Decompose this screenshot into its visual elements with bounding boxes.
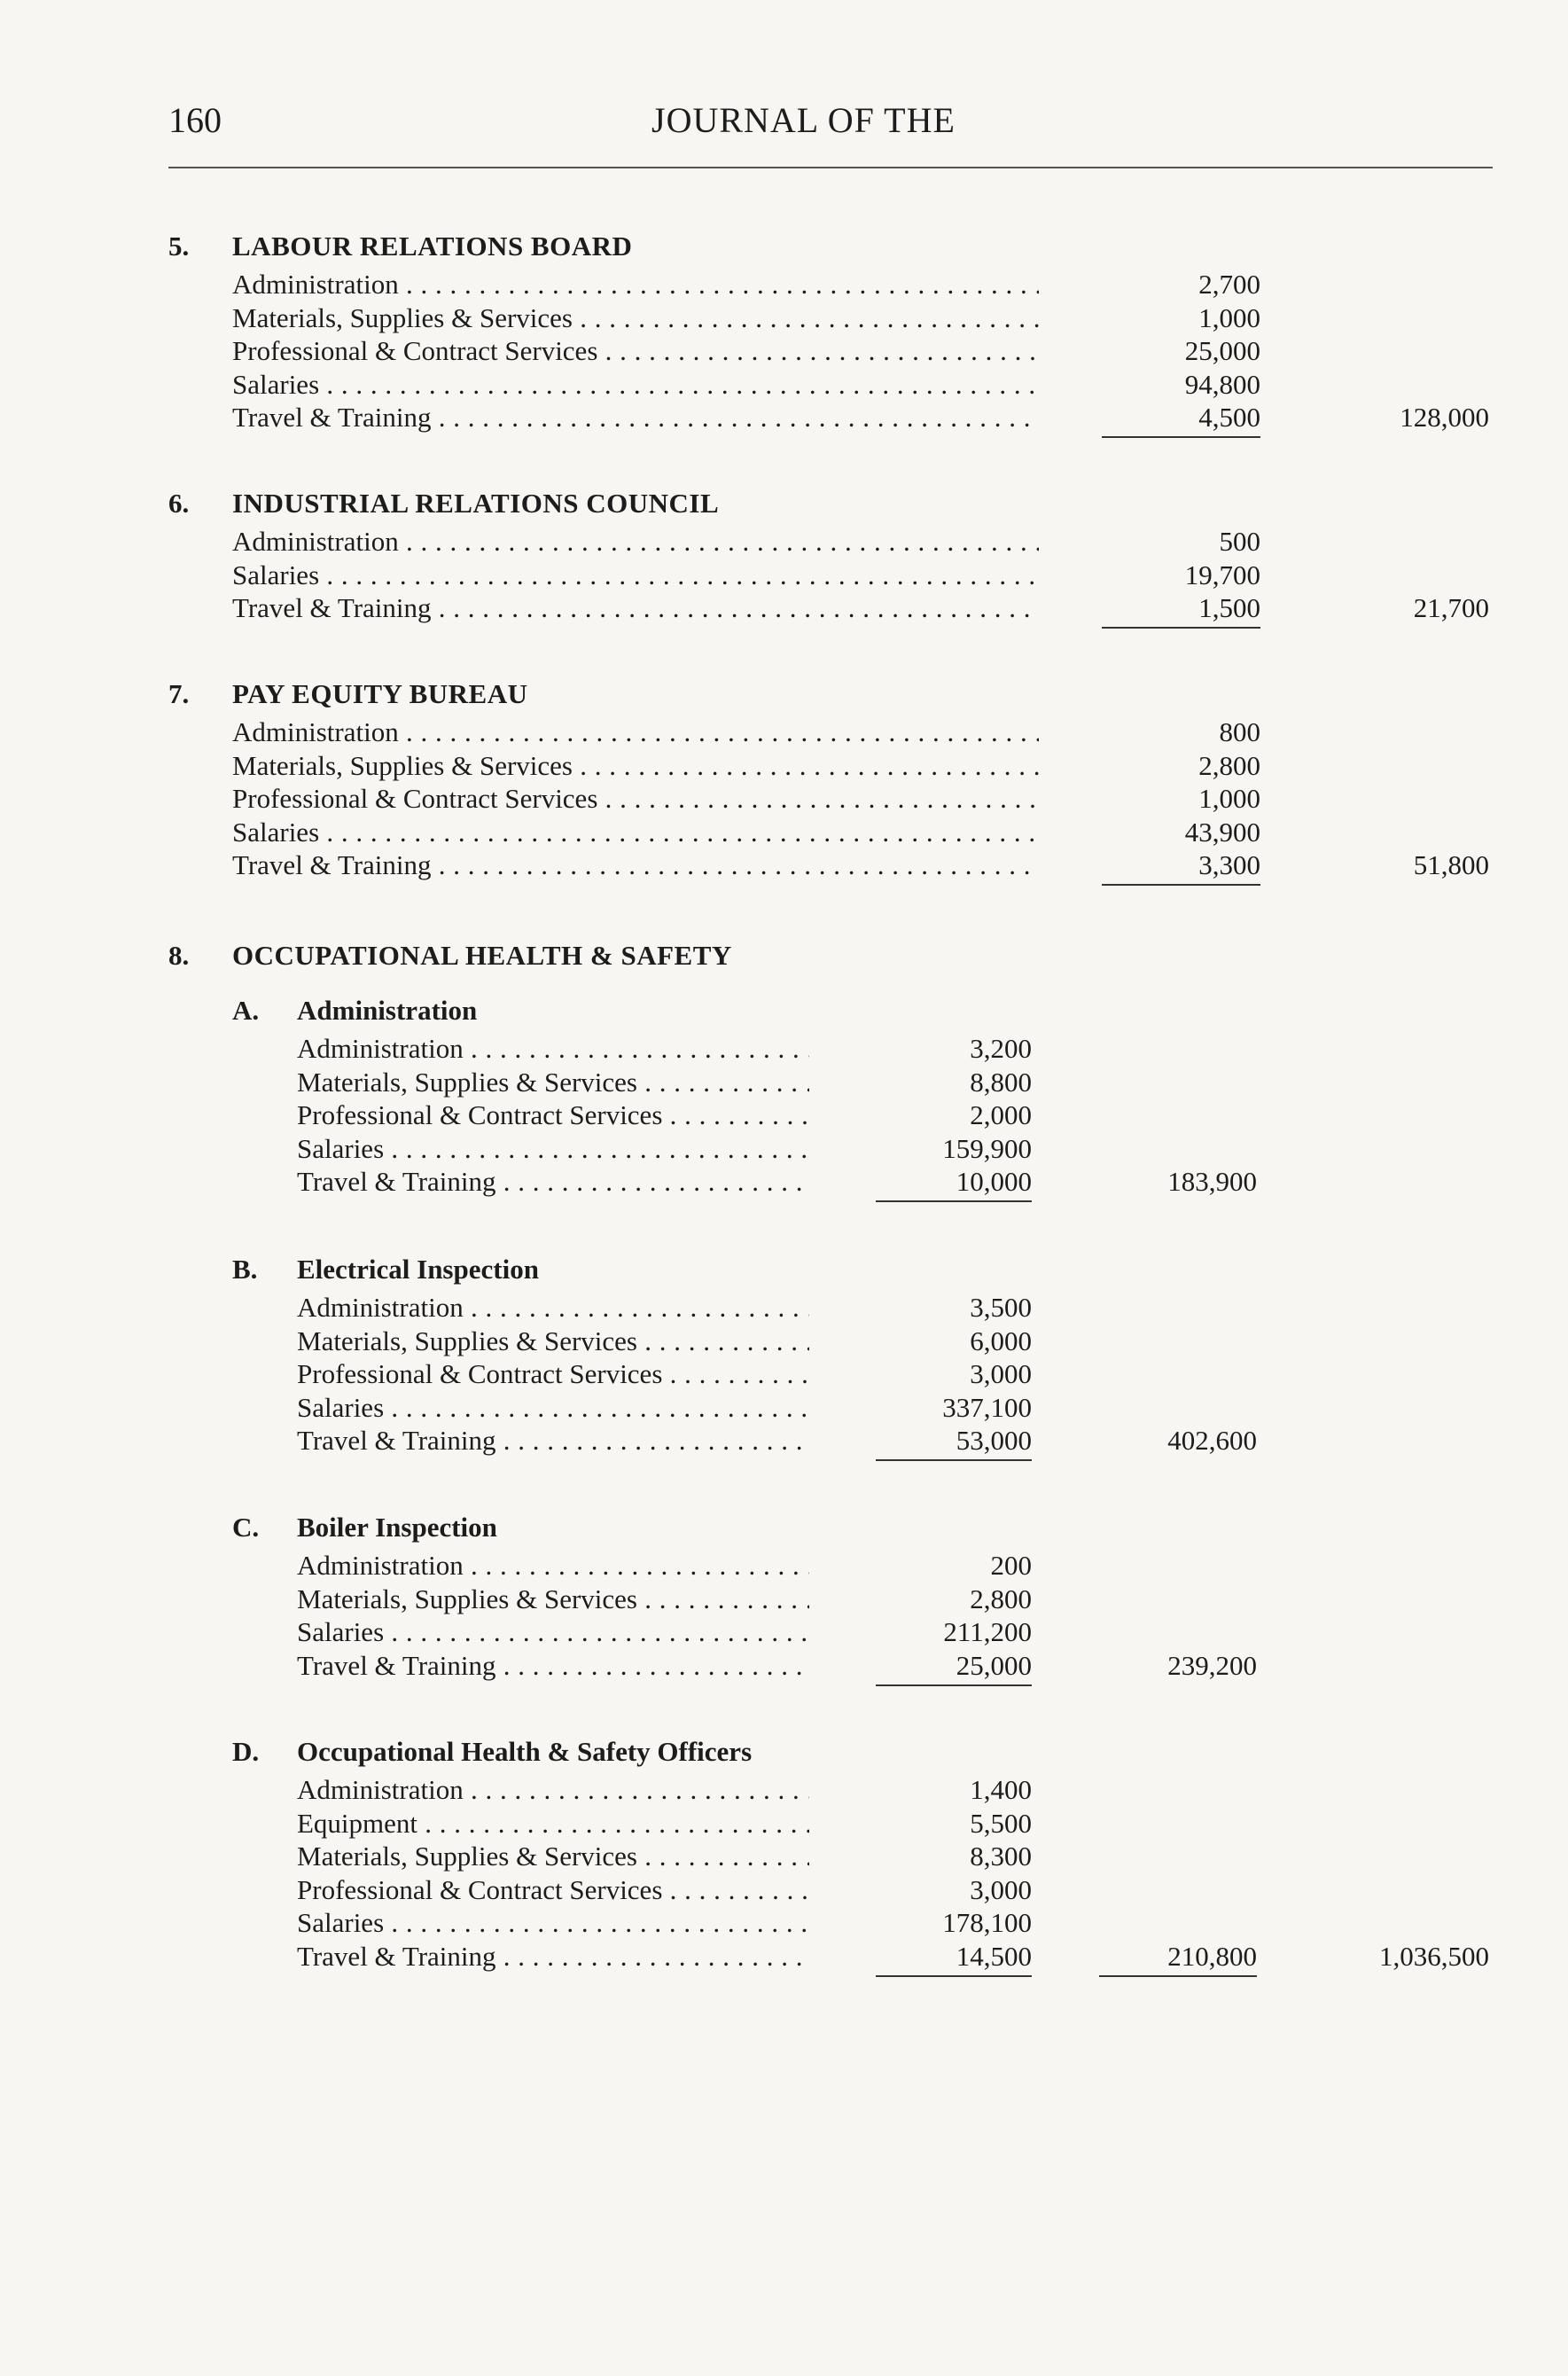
line-item-amount: 8,800 <box>970 1066 1032 1098</box>
subtotal-underline <box>1102 884 1260 886</box>
section-total: 51,800 <box>1413 849 1489 881</box>
line-item-amount: 211,200 <box>943 1616 1032 1648</box>
line-item-row <box>232 268 1260 301</box>
line-item-label: Administration . . . <box>232 525 1039 559</box>
line-item-label: Travel & Training . . . <box>232 401 1039 434</box>
line-item-amount: 8,300 <box>970 1841 1032 1872</box>
line-item-label: Travel & Training . . . <box>232 848 1039 882</box>
line-item-amount: 3,500 <box>970 1292 1032 1323</box>
line-item-label: Salaries . . . <box>297 1615 809 1649</box>
line-item-label: Professional & Contract Services . . . <box>232 782 1039 816</box>
line-item-amount: 1,000 <box>1198 783 1260 815</box>
line-item-label: Professional & Contract Services . . . <box>297 1357 809 1391</box>
line-item-row <box>232 848 1260 882</box>
line-item-row <box>297 1424 1032 1458</box>
subsection-total-underline <box>1099 1975 1257 1977</box>
subsection-total: 210,800 <box>1167 1941 1257 1972</box>
line-item-row <box>232 749 1260 783</box>
line-item-amount: 5,500 <box>970 1807 1032 1839</box>
section-number: 6. <box>168 488 190 519</box>
line-item-amount: 6,000 <box>970 1325 1032 1356</box>
line-item-amount: 14,500 <box>956 1941 1032 1972</box>
line-item-label: Materials, Supplies & Services . . . <box>297 1325 809 1358</box>
subsection-letter: A. <box>232 995 260 1026</box>
line-item-label: Materials, Supplies & Services . . . <box>297 1840 809 1873</box>
line-item-amount: 800 <box>1219 716 1260 747</box>
line-item-row <box>297 1940 1032 1973</box>
subsection-title: Occupational Health & Safety Officers <box>297 1736 753 1767</box>
line-item-amount: 3,300 <box>1198 849 1260 881</box>
subsection-letter: D. <box>232 1736 260 1767</box>
line-item-row <box>297 1583 1032 1616</box>
line-item-row <box>232 334 1260 368</box>
subsection-total: 402,600 <box>1167 1425 1257 1457</box>
line-item-row <box>232 591 1260 625</box>
subtotal-underline <box>876 1975 1032 1977</box>
line-item-label: Materials, Supplies & Services . . . <box>297 1583 809 1616</box>
line-item-label: Professional & Contract Services . . . <box>297 1873 809 1907</box>
line-item-amount: 53,000 <box>956 1425 1032 1457</box>
line-item-amount: 2,700 <box>1198 269 1260 300</box>
subtotal-underline <box>876 1459 1032 1461</box>
section-title: LABOUR RELATIONS BOARD <box>232 231 633 262</box>
line-item-amount: 43,900 <box>1184 816 1260 848</box>
line-item-label: Equipment . . . <box>297 1807 809 1841</box>
line-item-row <box>232 782 1260 816</box>
running-header: JOURNAL OF THE <box>651 100 956 140</box>
line-item-amount: 3,200 <box>970 1033 1032 1064</box>
line-item-label: Salaries . . . <box>297 1391 809 1425</box>
subtotal-underline <box>1102 627 1260 629</box>
subsection-letter: B. <box>232 1254 258 1285</box>
line-item-label: Materials, Supplies & Services . . . <box>297 1066 809 1099</box>
section-total: 1,036,500 <box>1379 1941 1489 1972</box>
line-item-amount: 2,000 <box>970 1099 1032 1131</box>
line-item-amount: 337,100 <box>942 1391 1032 1423</box>
subsection-title: Administration <box>297 995 478 1026</box>
line-item-label: Salaries . . . <box>232 816 1039 849</box>
line-item-row <box>297 1615 1032 1649</box>
line-item-row <box>297 1807 1032 1841</box>
line-item-row <box>232 715 1260 749</box>
line-item-amount: 1,500 <box>1198 592 1260 624</box>
section-title: PAY EQUITY BUREAU <box>232 678 528 709</box>
subtotal-underline <box>876 1684 1032 1686</box>
line-item-label: Travel & Training . . . <box>297 1165 809 1199</box>
line-item-amount: 178,100 <box>942 1907 1032 1939</box>
line-item-row <box>297 1840 1032 1873</box>
line-item-row <box>232 816 1260 849</box>
line-item-row <box>297 1066 1032 1099</box>
line-item-amount: 3,000 <box>970 1873 1032 1905</box>
line-item-row <box>232 525 1260 559</box>
line-item-row <box>297 1649 1032 1683</box>
line-item-label: Materials, Supplies & Services . . . <box>232 301 1039 335</box>
section-title: INDUSTRIAL RELATIONS COUNCIL <box>232 488 720 519</box>
line-item-row <box>297 1098 1032 1132</box>
line-item-row <box>297 1325 1032 1358</box>
line-item-row <box>297 1391 1032 1425</box>
line-item-amount: 200 <box>990 1550 1032 1581</box>
subtotal-underline <box>876 1200 1032 1202</box>
line-item-label: Administration . . . <box>232 268 1039 301</box>
line-item-label: Professional & Contract Services . . . <box>297 1098 809 1132</box>
line-item-row <box>297 1032 1032 1066</box>
line-item-label: Salaries . . . <box>232 559 1039 592</box>
line-item-row <box>232 368 1260 402</box>
line-item-amount: 19,700 <box>1184 559 1260 590</box>
subsection-letter: C. <box>232 1512 260 1543</box>
line-item-amount: 2,800 <box>1198 749 1260 781</box>
line-item-label: Administration . . . <box>297 1549 809 1583</box>
line-item-label: Administration . . . <box>297 1773 809 1807</box>
line-item-label: Salaries . . . <box>232 368 1039 402</box>
subsection-title: Boiler Inspection <box>297 1512 497 1543</box>
line-item-row <box>297 1549 1032 1583</box>
subtotal-underline <box>1102 436 1260 438</box>
line-item-row <box>232 301 1260 335</box>
section-number: 7. <box>168 678 190 709</box>
line-item-row <box>232 401 1260 434</box>
line-item-label: Professional & Contract Services . . . <box>232 334 1039 368</box>
line-item-row <box>297 1773 1032 1807</box>
line-item-label: Travel & Training . . . <box>297 1424 809 1458</box>
line-item-row <box>297 1291 1032 1325</box>
line-item-row <box>297 1906 1032 1940</box>
line-item-label: Travel & Training . . . <box>297 1940 809 1973</box>
line-item-amount: 25,000 <box>1184 335 1260 367</box>
line-item-row <box>232 559 1260 592</box>
line-item-label: Salaries . . . <box>297 1132 809 1166</box>
line-item-amount: 1,400 <box>970 1774 1032 1805</box>
line-item-amount: 159,900 <box>942 1132 1032 1164</box>
line-item-amount: 25,000 <box>956 1649 1032 1681</box>
line-item-row <box>297 1357 1032 1391</box>
line-item-label: Travel & Training . . . <box>297 1649 809 1683</box>
subsection-total: 239,200 <box>1167 1649 1257 1681</box>
subsection-total: 183,900 <box>1167 1166 1257 1198</box>
line-item-label: Travel & Training . . . <box>232 591 1039 625</box>
line-item-amount: 94,800 <box>1184 368 1260 400</box>
section-number: 5. <box>168 231 190 262</box>
line-item-amount: 3,000 <box>970 1358 1032 1390</box>
subsection-title: Electrical Inspection <box>297 1254 539 1285</box>
line-item-amount: 500 <box>1219 526 1260 557</box>
line-item-label: Administration . . . <box>297 1291 809 1325</box>
line-item-amount: 2,800 <box>970 1583 1032 1614</box>
line-item-row <box>297 1165 1032 1199</box>
section-title: OCCUPATIONAL HEALTH & SAFETY <box>232 940 732 971</box>
section-total: 128,000 <box>1400 402 1489 434</box>
line-item-row <box>297 1132 1032 1166</box>
line-item-label: Materials, Supplies & Services . . . <box>232 749 1039 783</box>
line-item-label: Administration . . . <box>232 715 1039 749</box>
page-number: 160 <box>168 100 222 140</box>
line-item-label: Administration . . . <box>297 1032 809 1066</box>
line-item-amount: 4,500 <box>1198 402 1260 434</box>
section-number: 8. <box>168 940 190 971</box>
line-item-label: Salaries . . . <box>297 1906 809 1940</box>
line-item-amount: 1,000 <box>1198 301 1260 333</box>
header-rule <box>168 167 1493 168</box>
line-item-row <box>297 1873 1032 1907</box>
line-item-amount: 10,000 <box>956 1166 1032 1198</box>
section-total: 21,700 <box>1413 592 1489 624</box>
